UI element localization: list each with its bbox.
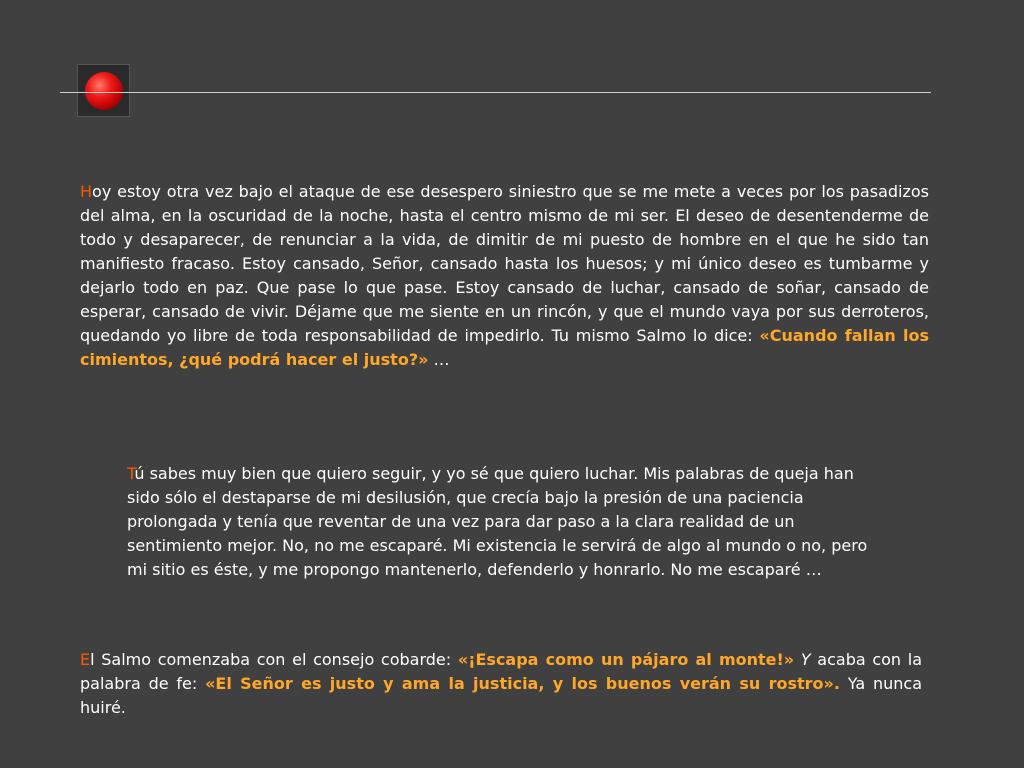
paragraph-3-text-1: l Salmo comenzaba con el consejo cobarde: (90, 650, 458, 669)
paragraph-3-initial: E (80, 650, 91, 669)
paragraph-1-quote: «Cuando fallan los cimientos, ¿qué podrá hacer el justo?» (80, 326, 929, 369)
red-ball-icon (85, 72, 123, 110)
paragraph-2-initial: T (127, 464, 135, 483)
paragraph-1-tail: … (428, 350, 450, 369)
paragraph-1-text: oy estoy otra vez bajo el ataque de ese desespero siniestro que se me mete a veces por los pasadizos del alma, en la oscuridad de la noche, hasta el centro mismo de mi ser. El deseo de desentenderme de todo y desaparecer, de renunciar a la vida, de dimitir de mi puesto de hombre en el que he sido tan manifiesto fracaso. Estoy cansado, Señor, cansado hasta los huesos; y mi único deseo es tumbarme y dejarlo todo en paz. Que pase lo que pase. Estoy cansado de luchar, cansado de soñar, cansado de esperar, cansado de vivir. Déjame que me siente en un rincón, y que el mundo vaya por sus derroteros, quedando yo libre de toda responsabilidad de impedirlo. Tu mismo Salmo lo dice: (80, 182, 929, 345)
paragraph-3-tail: Ya nunca huiré. (80, 674, 923, 717)
red-button-icon[interactable] (77, 64, 130, 117)
paragraph-3-text-2: acaba con la palabra de fe: (80, 650, 923, 693)
paragraph-2 (127, 462, 881, 582)
paragraph-1-initial: H (80, 182, 93, 201)
paragraph-3-italic: Y (794, 650, 811, 669)
horizontal-rule (60, 92, 931, 93)
paragraph-3 (80, 648, 922, 720)
paragraph-3-quote-1: «¡Escapa como un pájaro al monte!» (457, 650, 795, 669)
paragraph-1 (80, 180, 929, 372)
paragraph-3-quote-2: «El Señor es justo y ama la justicia, y los buenos verán su rostro». (205, 674, 840, 693)
paragraph-2-text: ú sabes muy bien que quiero seguir, y yo sé que quiero luchar. Mis palabras de queja han sido sólo el destaparse de mi desilusión, que crecía bajo la presión de una paciencia prolongada y tenía que reventar de una vez para dar paso a la clara realidad de un sentimiento mejor. No, no me escaparé. Mi existencia le servirá de algo al mundo o no, pero mi sitio es éste, y me propongo mantenerlo, defenderlo y honrarlo. No me escaparé … (127, 464, 868, 579)
